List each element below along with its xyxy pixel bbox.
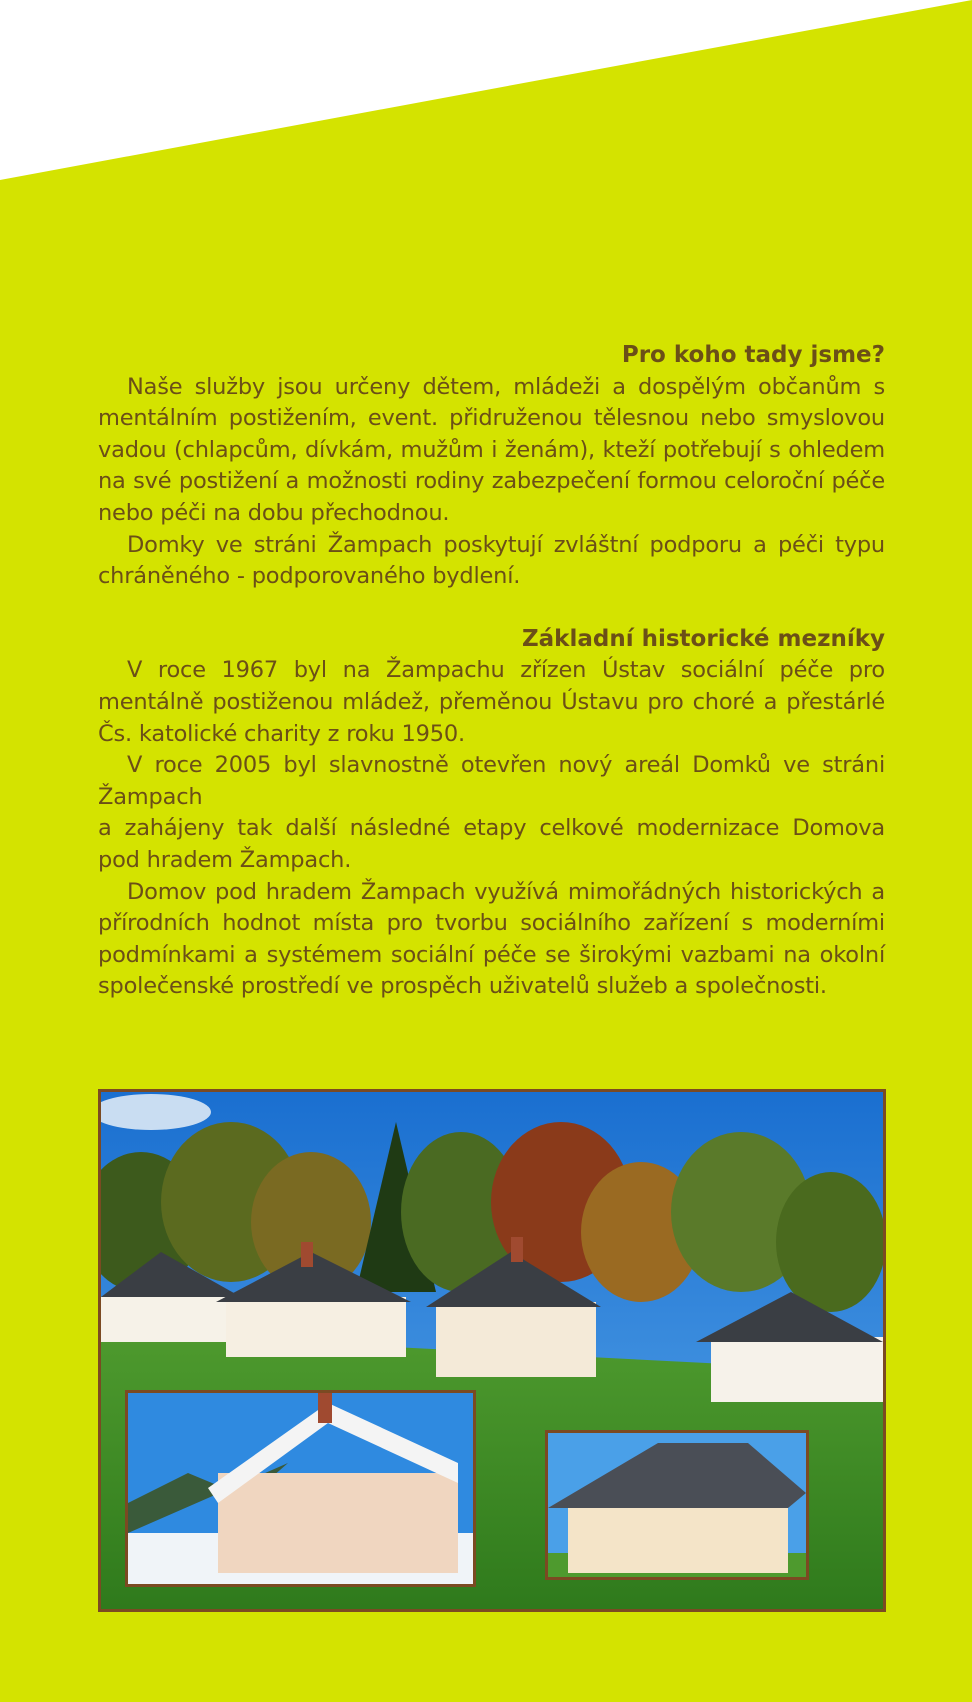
section-history [98,624,885,1003]
white-wedge-decoration [0,0,972,180]
paragraph-domov: Domov pod hradem Žampach využívá mimořádných historických a přírodních hodnot místa pro tvorbu sociálního zařízení s moderními podmínkami a systémem sociální péče se širokými vazbami na okolní společenské prostředí ve prospěch uživatelů služeb a společnosti. [98,878,885,1000]
paragraph-2005: V roce 2005 byl slavnostně otevřen nový areál Domků ve stráni Žampach [98,752,885,810]
heading-pro-koho: Pro koho tady jsme? [621,342,885,368]
paragraph-1967: V roce 1967 byl na Žampachu zřízen Ústav sociální péče pro mentálně postiženou mládež, přeměnou Ústavu pro choré a přestárlé Čs. katolické charity z roku 1950. [98,657,885,747]
paragraph-sluzby: Naše služby jsou určeny dětem, mládeži a dospělým občanům s mentálním postižením, event. přidruženou tělesnou nebo smyslovou vadou (chlapcům, dívkám, mužům i ženám), kteží potřebují s ohledem na své postižení a možnosti rodiny zabezpečení formou celoroční péče nebo péči na dobu přechodnou. [98,373,885,526]
photo-inset-house [545,1430,809,1580]
heading-historicke-mezniky: Základní historické mezníky [521,625,885,652]
paragraph-2005-continued: a zahájeny tak další následné etapy celkové modernizace Domova pod hradem Žampach. [98,815,885,873]
photo-houses-collage [98,1089,886,1612]
photo-inset-snowy-house [125,1390,476,1587]
text-content [98,340,885,1003]
paragraph-domky: Domky ve stráni Žampach poskytují zvláštní podporu a péči typu chráněného - podporovaného bydlení. [98,531,885,590]
